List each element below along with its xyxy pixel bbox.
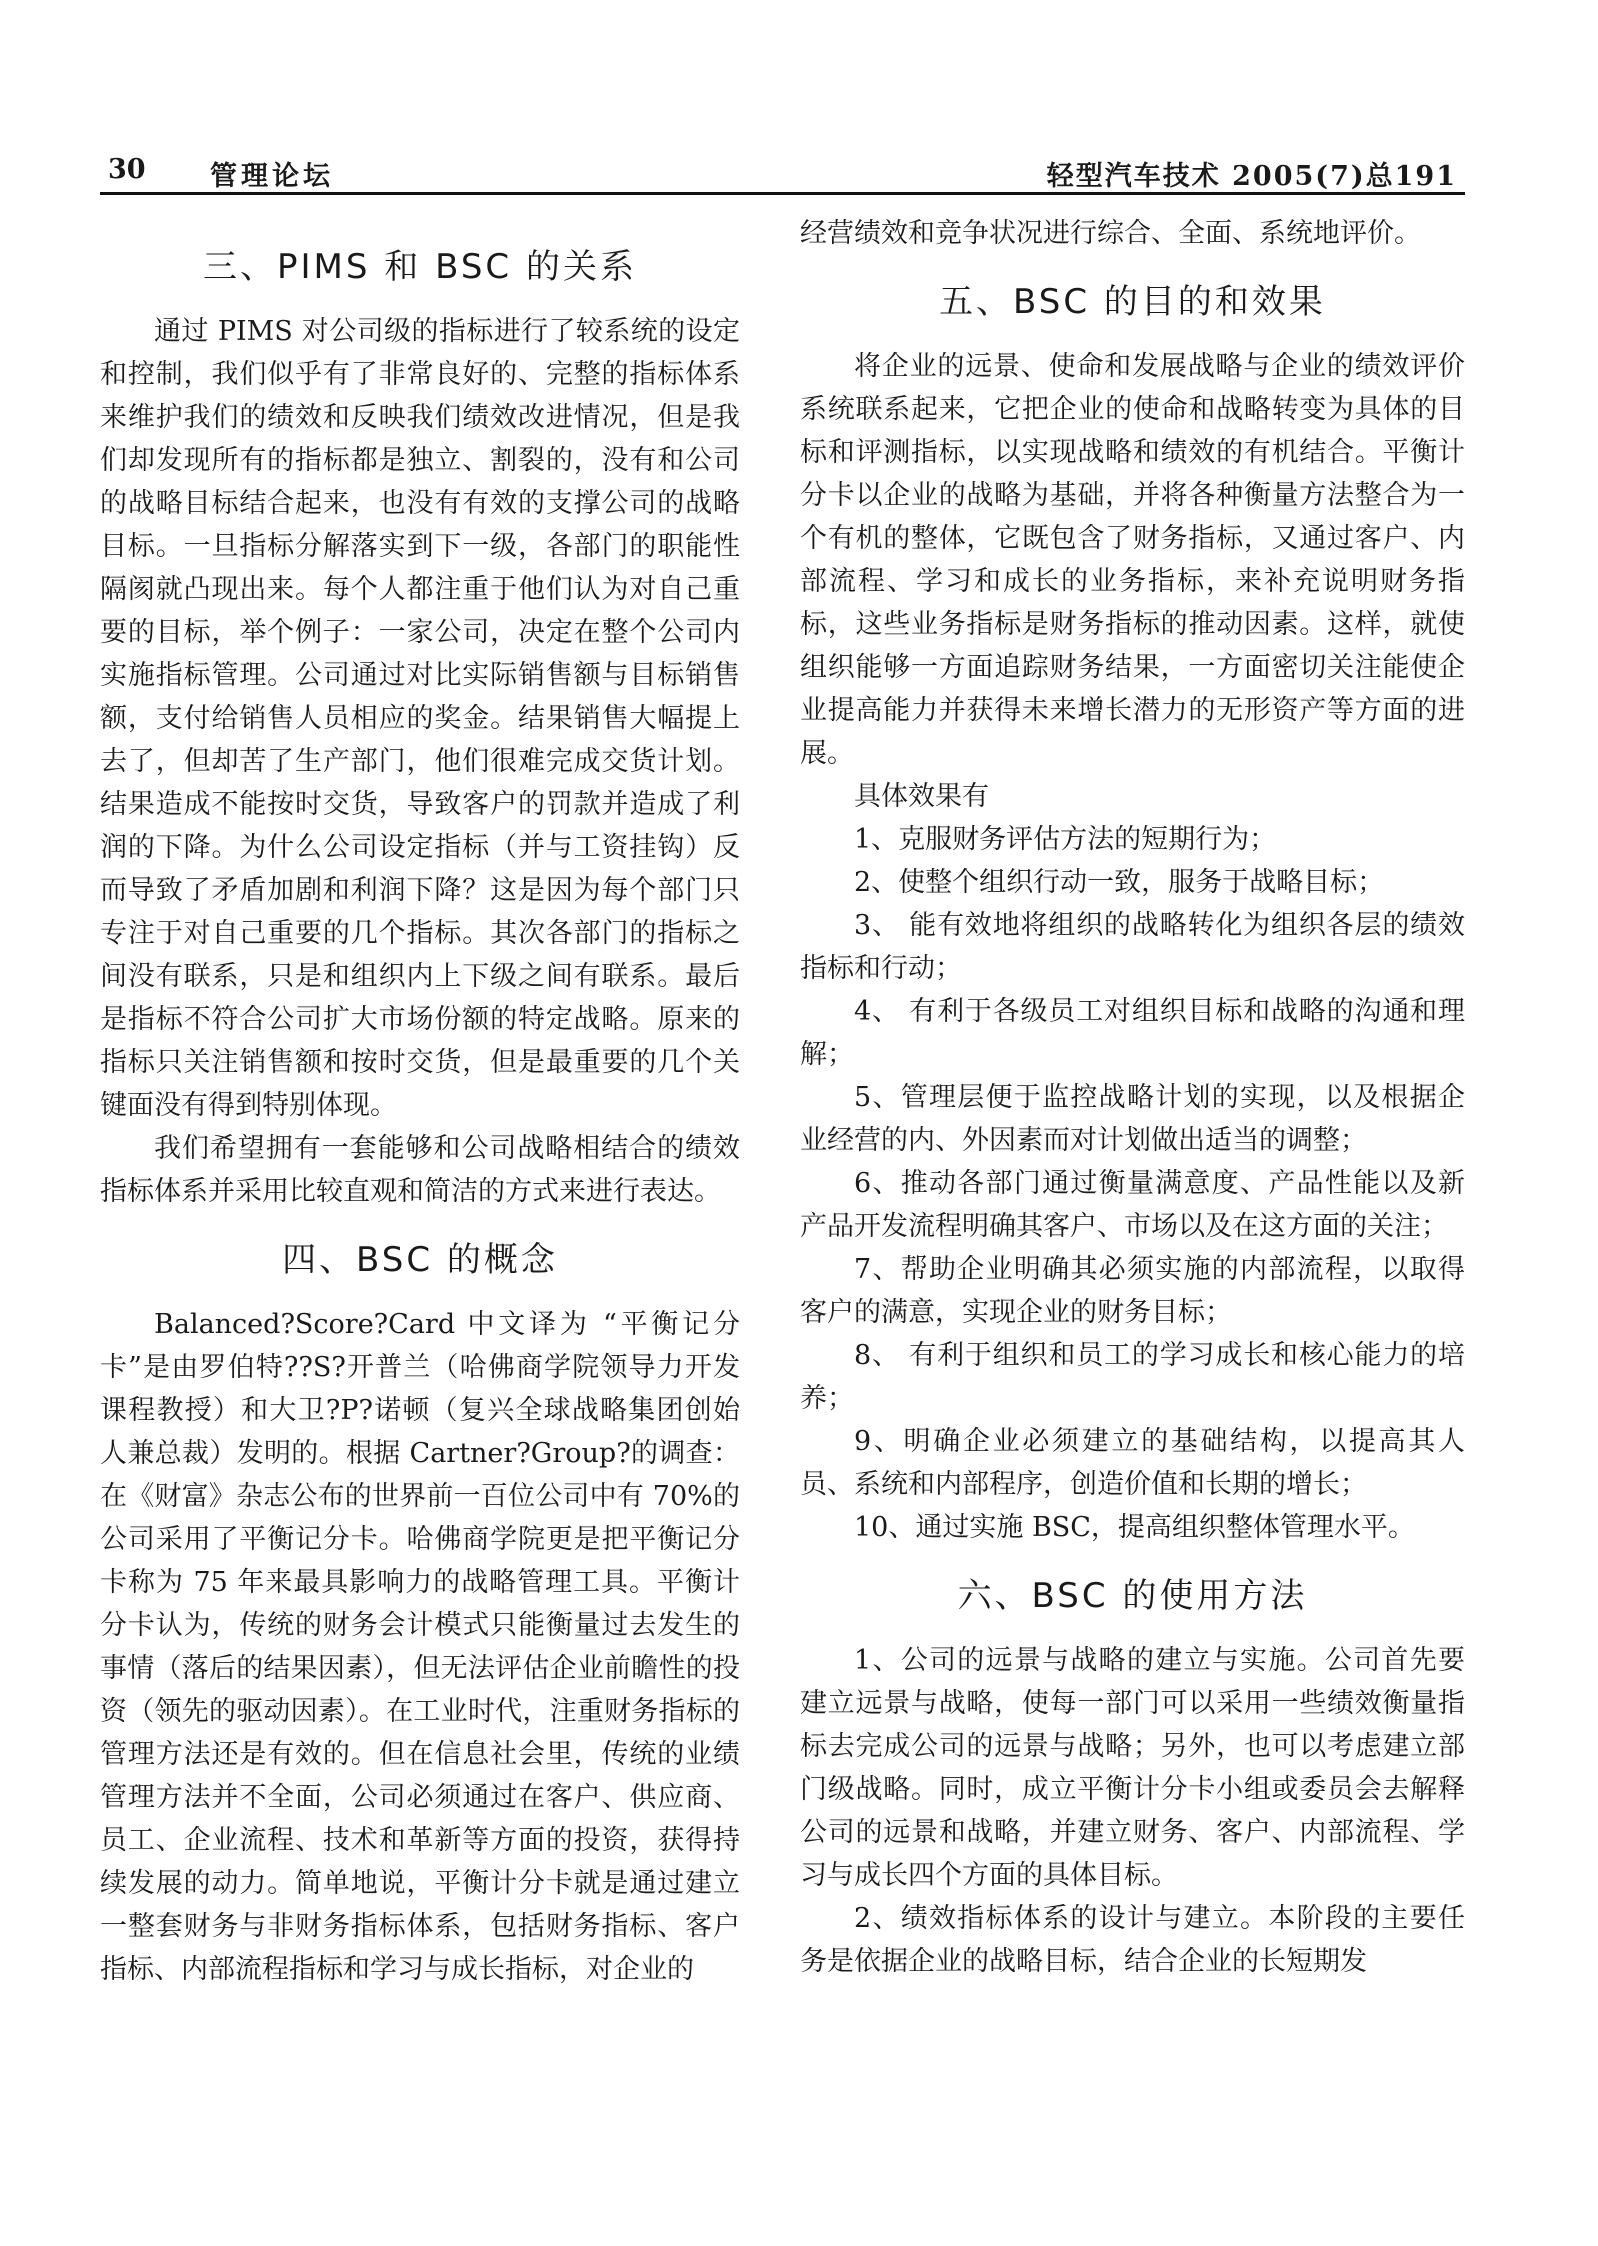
header-rule [100, 192, 1465, 195]
paragraph: 2、绩效指标体系的设计与建立。本阶段的主要任务是依据企业的战略目标，结合企业的长短期发 [800, 1903, 1465, 1977]
section-heading-6: 六、BSC 的使用方法 [957, 1576, 1308, 1616]
list-item: 7、帮助企业明确其必须实施的内部流程，以取得客户的满意，实现企业的财务目标； [800, 1254, 1465, 1328]
page-number: 30 [108, 154, 146, 185]
section-heading-3: 三、PIMS 和 BSC 的关系 [203, 247, 637, 287]
list-item: 2、使整个组织行动一致，服务于战略目标； [854, 867, 1385, 898]
list-item: 3、 能有效地将组织的战略转化为组织各层的绩效指标和行动； [800, 910, 1465, 984]
paragraph: Balanced?Score?Card 中文译为 “平衡记分卡”是由罗伯特??S?开普兰（哈佛商学院领导力开发课程教授）和大卫?P?诺顿（复兴全球战略集团创始人兼总裁）发明的。根据 Cartner?Group?的调查：在《财富》杂志公布的世界前一百位公司中有 70%的公司采用了平衡记分卡。哈佛商学院更是把平衡记分卡称为 75 年来最具影响力的战略管理工具。平衡计分卡认为，传统的财务会计模式只能衡量过去发生的事情（落后的结果因素），但无法评估企业前瞻性的投资（领先的驱动因素）。在工业时代，注重财务指标的管理方法还是有效的。但在信息社会里，传统的业绩管理方法并不全面，公司必须通过在客户、供应商、员工、企业流程、技术和革新等方面的投资，获得持续发展的动力。简单地说，平衡计分卡就是通过建立一整套财务与非财务指标体系，包括财务指标、客户指标、内部流程指标和学习与成长指标，对企业的 [100, 1309, 740, 1985]
paragraph: 我们希望拥有一套能够和公司战略相结合的绩效指标体系并采用比较直观和简洁的方式来进行表达。 [100, 1133, 740, 1207]
left-column [100, 212, 740, 1991]
list-item: 9、明确企业必须建立的基础结构，以提高其人员、系统和内部程序，创造价值和长期的增长； [800, 1426, 1465, 1500]
section-heading-5: 五、BSC 的目的和效果 [939, 282, 1326, 322]
paragraph-continued: 经营绩效和竞争状况进行综合、全面、系统地评价。 [800, 218, 1421, 249]
section-name: 管理论坛 [210, 161, 334, 192]
paragraph: 1、公司的远景与战略的建立与实施。公司首先要建立远景与战略，使每一部门可以采用一些绩效衡量指标去完成公司的远景与战略；另外，也可以考虑建立部门级战略。同时，成立平衡计分卡小组或委员会去解释公司的远景和战略，并建立财务、客户、内部流程、学习与成长四个方面的具体目标。 [800, 1645, 1465, 1891]
list-item: 8、 有利于组织和员工的学习成长和核心能力的培养； [800, 1340, 1465, 1414]
list-item: 1、克服财务评估方法的短期行为； [854, 824, 1277, 855]
section-heading-4: 四、BSC 的概念 [282, 1240, 558, 1280]
journal-citation: 轻型汽车技术 2005(7)总191 [1046, 161, 1457, 192]
list-item: 6、推动各部门通过衡量满意度、产品性能以及新产品开发流程明确其客户、市场以及在这方面的关注； [800, 1168, 1465, 1242]
paragraph: 通过 PIMS 对公司级的指标进行了较系统的设定和控制，我们似乎有了非常良好的、完整的指标体系来维护我们的绩效和反映我们绩效改进情况，但是我们却发现所有的指标都是独立、割裂的，没有和公司的战略目标结合起来，也没有有效的支撑公司的战略目标。一旦指标分解落实到下一级，各部门的职能性隔阂就凸现出来。每个人都注重于他们认为对自己重要的目标，举个例子：一家公司，决定在整个公司内实施指标管理。公司通过对比实际销售额与目标销售额，支付给销售人员相应的奖金。结果销售大幅提上去了，但却苦了生产部门，他们很难完成交货计划。结果造成不能按时交货，导致客户的罚款并造成了利润的下降。为什么公司设定指标（并与工资挂钩）反而导致了矛盾加剧和利润下降？这是因为每个部门只专注于对自己重要的几个指标。其次各部门的指标之间没有联系，只是和组织内上下级之间有联系。最后是指标不符合公司扩大市场份额的特定战略。原来的指标只关注销售额和按时交货，但是最重要的几个关键面没有得到特别体现。 [100, 316, 740, 1121]
running-header [100, 150, 1465, 194]
paragraph: 将企业的远景、使命和发展战略与企业的绩效评价系统联系起来，它把企业的使命和战略转变为具体的目标和评测指标，以实现战略和绩效的有机结合。平衡计分卡以企业的战略为基础，并将各种衡量方法整合为一个有机的整体，它既包含了财务指标，又通过客户、内部流程、学习和成长的业务指标，来补充说明财务指标，这些业务指标是财务指标的推动因素。这样，就使组织能够一方面追踪财务结果，一方面密切关注能使企业提高能力并获得未来增长潜力的无形资产等方面的进展。 [800, 351, 1465, 769]
list-item: 10、通过实施 BSC，提高组织整体管理水平。 [854, 1512, 1415, 1543]
list-item: 5、管理层便于监控战略计划的实现，以及根据企业经营的内、外因素而对计划做出适当的调整； [800, 1082, 1465, 1156]
right-column [800, 212, 1465, 1983]
effects-intro: 具体效果有 [854, 781, 989, 812]
list-item: 4、 有利于各级员工对组织目标和战略的沟通和理解； [800, 996, 1465, 1070]
effects-list [800, 818, 1465, 1549]
